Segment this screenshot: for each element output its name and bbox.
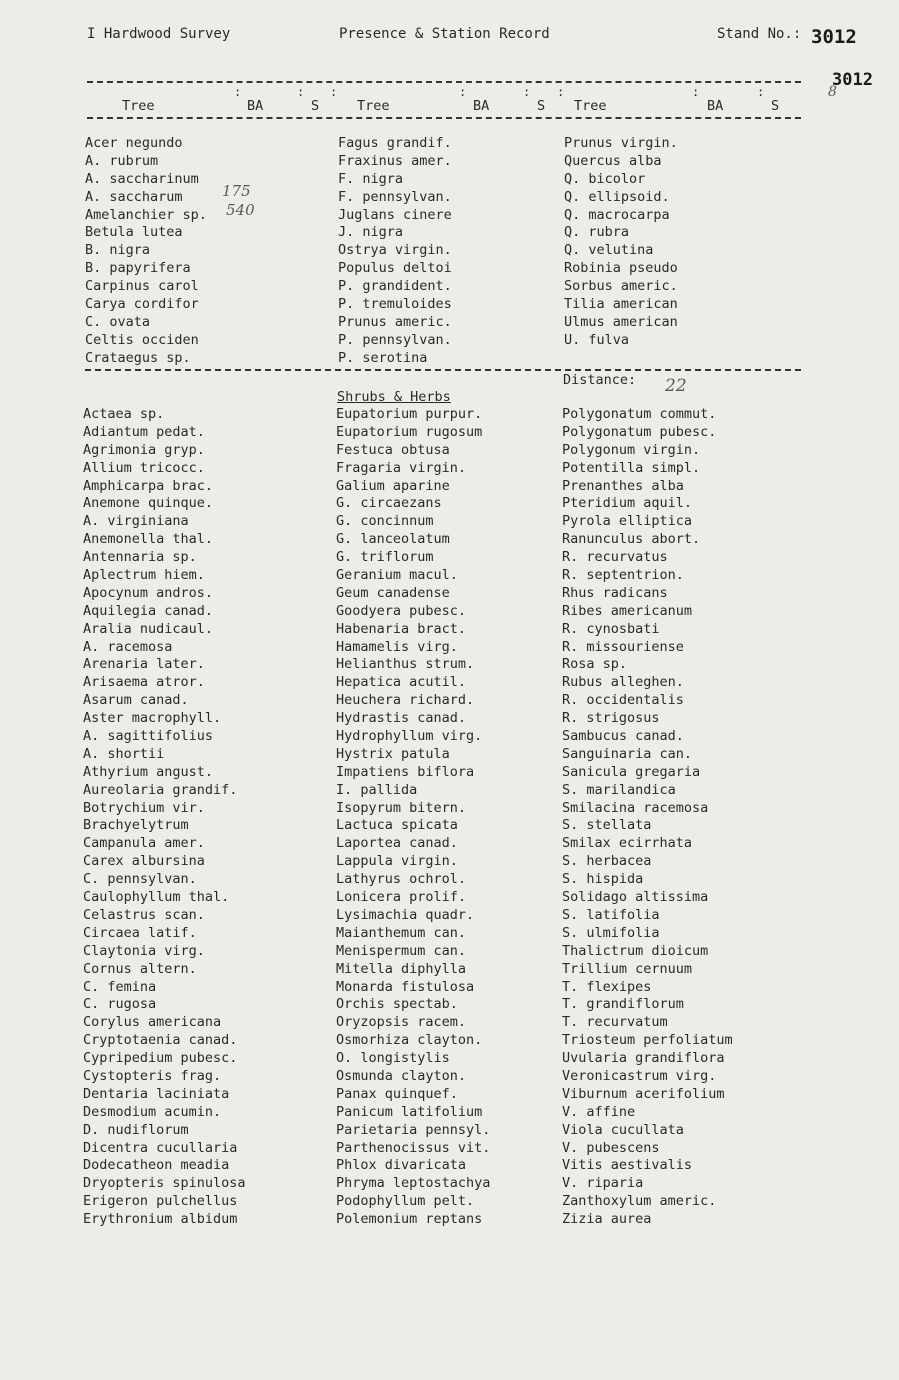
ba-header-3: BA: [707, 98, 724, 114]
herb-species: Fragaria virgin.: [336, 459, 467, 476]
herb-species: Sanguinaria can.: [562, 745, 693, 762]
tree-species: P. grandident.: [338, 278, 452, 295]
herb-species: Arisaema atror.: [83, 674, 205, 691]
herb-species: Polygonatum commut.: [562, 406, 717, 422]
herb-species: Anemone quinque.: [83, 495, 214, 512]
herb-species: S. hispida: [562, 871, 644, 888]
herb-species: Anemonella thal.: [83, 531, 214, 548]
herb-species: Corylus americana: [83, 1014, 222, 1031]
col-sep-colon: :: [330, 85, 338, 99]
tree-species: Quercus alba: [564, 152, 662, 169]
tree-section-rule: [85, 369, 801, 371]
herb-species: Parietaria pennsyl.: [336, 1121, 491, 1138]
herb-species: Polygonatum pubesc.: [562, 423, 717, 440]
margin-mark: 8: [828, 84, 837, 100]
herb-species: Eupatorium purpur.: [336, 406, 483, 422]
herb-species: Sambucus canad.: [562, 728, 684, 745]
herb-species: Hamamelis virg.: [336, 638, 458, 655]
herb-species: Agrimonia gryp.: [83, 441, 205, 458]
tree-species: F. nigra: [338, 170, 404, 187]
herb-species: Adiantum pedat.: [83, 423, 205, 440]
herb-species: V. riparia: [562, 1175, 644, 1192]
tree-list-2: [338, 135, 452, 368]
tree-species: Q. macrocarpa: [564, 206, 670, 223]
tree-species: Acer negundo: [85, 135, 183, 151]
herb-species: G. triflorum: [336, 549, 434, 566]
col-sep-colon: :: [523, 85, 531, 99]
herb-species: Viola cucullata: [562, 1121, 684, 1138]
herb-species: Hydrophyllum virg.: [336, 728, 483, 745]
herb-species: Heuchera richard.: [336, 692, 475, 709]
herb-species: Viburnum acerifolium: [562, 1085, 725, 1102]
shrubs-herbs-heading: Shrubs & Herbs: [337, 389, 451, 405]
herb-species: Phlox divaricata: [336, 1157, 467, 1174]
header-rule-bottom: [87, 117, 801, 119]
herb-species: Hystrix patula: [336, 745, 450, 762]
herb-species: Habenaria bract.: [336, 620, 467, 637]
herb-species: Geranium macul.: [336, 567, 458, 584]
col-sep-colon: :: [234, 85, 242, 99]
herb-species: O. longistylis: [336, 1050, 450, 1067]
herb-species: Podophyllum pelt.: [336, 1193, 475, 1210]
herb-species: Circaea latif.: [83, 924, 197, 941]
herb-species: S. ulmifolia: [562, 924, 660, 941]
herb-species: Uvularia grandiflora: [562, 1050, 725, 1067]
herb-species: C. rugosa: [83, 996, 157, 1013]
herb-species: Galium aparine: [336, 477, 450, 494]
herb-species: Carex albursina: [83, 853, 205, 870]
herb-species: Panicum latifolium: [336, 1103, 483, 1120]
herb-species: Aquilegia canad.: [83, 602, 214, 619]
herb-species: Cypripedium pubesc.: [83, 1050, 238, 1067]
tree-species: Carya cordifor: [85, 296, 199, 313]
herb-species: Cystopteris frag.: [83, 1067, 222, 1084]
herb-species: Smilacina racemosa: [562, 799, 709, 816]
tree-species: C. ovata: [85, 313, 151, 330]
s-header-2: S: [537, 98, 546, 114]
herb-species: Actaea sp.: [83, 406, 165, 422]
header-rule-top: [87, 81, 801, 83]
herb-species: Rubus alleghen.: [562, 674, 684, 691]
herb-species: Ribes americanum: [562, 602, 693, 619]
herb-species: Thalictrum dioicum: [562, 942, 709, 959]
herb-species: Orchis spectab.: [336, 996, 458, 1013]
tree-species: Q. ellipsoid.: [564, 188, 670, 205]
herb-species: Polemonium reptans: [336, 1211, 483, 1228]
herb-species: Mitella diphylla: [336, 960, 467, 977]
col-sep-colon: :: [297, 85, 305, 99]
herb-species: Panax quinquef.: [336, 1085, 458, 1102]
herb-species: Sanicula gregaria: [562, 763, 701, 780]
herb-list-1: [83, 406, 246, 1229]
herb-species: Geum canadense: [336, 584, 450, 601]
herb-species: Aster macrophyll.: [83, 710, 222, 727]
stand-number: 3012: [811, 26, 857, 48]
herb-species: Athyrium angust.: [83, 763, 214, 780]
herb-species: R. septentrion.: [562, 567, 684, 584]
herb-species: R. cynosbati: [562, 620, 660, 637]
herb-species: Smilax ecirrhata: [562, 835, 693, 852]
herb-species: Maianthemum can.: [336, 924, 467, 941]
herb-species: Zanthoxylum americ.: [562, 1193, 717, 1210]
tree-list-1: [85, 135, 207, 368]
herb-species: Campanula amer.: [83, 835, 205, 852]
tree-header-1: Tree: [122, 98, 155, 114]
tree-species: A. saccharum: [85, 188, 183, 205]
tree-species: A. rubrum: [85, 152, 159, 169]
record-title: Presence & Station Record: [339, 26, 550, 42]
tree-species: Betula lutea: [85, 224, 183, 241]
herb-list-2: [336, 406, 490, 1229]
herb-species: Arenaria later.: [83, 656, 205, 673]
herb-species: Caulophyllum thal.: [83, 889, 230, 906]
herb-species: Cryptotaenia canad.: [83, 1032, 238, 1049]
col-sep-colon: :: [459, 85, 467, 99]
herb-species: Festuca obtusa: [336, 441, 450, 458]
handwritten-ba-value: 175: [222, 182, 251, 200]
tree-species: Ulmus american: [564, 313, 678, 330]
herb-species: S. herbacea: [562, 853, 652, 870]
herb-species: Desmodium acumin.: [83, 1103, 222, 1120]
stand-number-margin: 3012: [832, 70, 873, 90]
tree-header-3: Tree: [574, 98, 607, 114]
herb-species: A. sagittifolius: [83, 728, 214, 745]
tree-header-2: Tree: [357, 98, 390, 114]
tree-list-3: [564, 135, 678, 350]
tree-species: P. pennsylvan.: [338, 331, 452, 348]
tree-species: Q. velutina: [564, 242, 654, 259]
col-sep-colon: :: [757, 85, 765, 99]
tree-species: Fraxinus amer.: [338, 152, 452, 169]
herb-species: Lysimachia quadr.: [336, 906, 475, 923]
herb-species: Monarda fistulosa: [336, 978, 475, 995]
tree-species: Celtis occiden: [85, 331, 199, 348]
tree-species: Q. bicolor: [564, 170, 646, 187]
herb-species: Claytonia virg.: [83, 942, 205, 959]
herb-species: T. grandiflorum: [562, 996, 684, 1013]
herb-species: Erythronium albidum: [83, 1211, 238, 1228]
herb-species: Pteridium aquil.: [562, 495, 693, 512]
herb-species: Brachyelytrum: [83, 817, 189, 834]
herb-species: Lappula virgin.: [336, 853, 458, 870]
herb-species: Vitis aestivalis: [562, 1157, 693, 1174]
herb-species: Polygonum virgin.: [562, 441, 701, 458]
col-sep-colon: :: [692, 85, 700, 99]
tree-species: Prunus virgin.: [564, 135, 678, 151]
tree-species: P. serotina: [338, 349, 428, 366]
herb-species: Dodecatheon meadia: [83, 1157, 230, 1174]
herb-species: T. flexipes: [562, 978, 652, 995]
tree-species: F. pennsylvan.: [338, 188, 452, 205]
herb-species: Menispermum can.: [336, 942, 467, 959]
herb-species: Lonicera prolif.: [336, 889, 467, 906]
herb-species: Dicentra cucullaria: [83, 1139, 238, 1156]
herb-species: G. circaezans: [336, 495, 442, 512]
herb-species: V. pubescens: [562, 1139, 660, 1156]
herb-species: T. recurvatum: [562, 1014, 668, 1031]
s-header-1: S: [311, 98, 320, 114]
herb-species: C. pennsylvan.: [83, 871, 197, 888]
herb-species: Antennaria sp.: [83, 549, 197, 566]
herb-species: Ranunculus abort.: [562, 531, 701, 548]
herb-species: Amphicarpa brac.: [83, 477, 214, 494]
herb-species: Lathyrus ochrol.: [336, 871, 467, 888]
herb-species: Parthenocissus vit.: [336, 1139, 491, 1156]
herb-species: Veronicastrum virg.: [562, 1067, 717, 1084]
herb-species: Rosa sp.: [562, 656, 628, 673]
herb-species: Goodyera pubesc.: [336, 602, 467, 619]
herb-species: A. virginiana: [83, 513, 189, 530]
herb-species: R. recurvatus: [562, 549, 668, 566]
herb-species: S. latifolia: [562, 906, 660, 923]
tree-species: Populus deltoi: [338, 260, 452, 277]
tree-species: Crataegus sp.: [85, 349, 191, 366]
herb-species: S. marilandica: [562, 781, 676, 798]
herb-species: D. nudiflorum: [83, 1121, 189, 1138]
tree-species: Q. rubra: [564, 224, 630, 241]
tree-species: P. tremuloides: [338, 296, 452, 313]
distance-value: 22: [665, 376, 687, 396]
herb-species: Erigeron pulchellus: [83, 1193, 238, 1210]
herb-species: Asarum canad.: [83, 692, 189, 709]
handwritten-ba-value-2: 540: [226, 201, 255, 219]
herb-species: Botrychium vir.: [83, 799, 205, 816]
herb-species: Dentaria laciniata: [83, 1085, 230, 1102]
herb-species: Potentilla simpl.: [562, 459, 701, 476]
herb-species: Hydrastis canad.: [336, 710, 467, 727]
herb-species: Dryopteris spinulosa: [83, 1175, 246, 1192]
herb-species: V. affine: [562, 1103, 636, 1120]
herb-species: Apocynum andros.: [83, 584, 214, 601]
tree-species: Juglans cinere: [338, 206, 452, 223]
herb-species: I. pallida: [336, 781, 418, 798]
herb-species: Laportea canad.: [336, 835, 458, 852]
stand-label: Stand No.:: [717, 26, 802, 42]
tree-species: Prunus americ.: [338, 313, 452, 330]
survey-title: I Hardwood Survey: [87, 26, 231, 42]
tree-species: Sorbus americ.: [564, 278, 678, 295]
herb-species: Triosteum perfoliatum: [562, 1032, 733, 1049]
tree-species: A. saccharinum: [85, 170, 199, 187]
herb-species: A. racemosa: [83, 638, 173, 655]
herb-species: Osmunda clayton.: [336, 1067, 467, 1084]
herb-species: Aralia nudicaul.: [83, 620, 214, 637]
herb-species: S. stellata: [562, 817, 652, 834]
herb-species: Phryma leptostachya: [336, 1175, 491, 1192]
herb-species: Pyrola elliptica: [562, 513, 693, 530]
tree-species: J. nigra: [338, 224, 404, 241]
herb-species: Impatiens biflora: [336, 763, 475, 780]
herb-species: A. shortii: [83, 745, 165, 762]
herb-species: Allium tricocc.: [83, 459, 205, 476]
herb-species: Zizia aurea: [562, 1211, 652, 1228]
herb-species: R. missouriense: [562, 638, 684, 655]
herb-species: Prenanthes alba: [562, 477, 684, 494]
tree-species: Robinia pseudo: [564, 260, 678, 277]
herb-species: Hepatica acutil.: [336, 674, 467, 691]
tree-species: Amelanchier sp.: [85, 206, 207, 223]
distance-label: Distance:: [563, 372, 637, 388]
herb-species: Helianthus strum.: [336, 656, 475, 673]
herb-list-3: [562, 406, 733, 1229]
herb-species: Oryzopsis racem.: [336, 1014, 467, 1031]
herb-species: C. femina: [83, 978, 157, 995]
tree-species: Carpinus carol: [85, 278, 199, 295]
herb-species: Aureolaria grandif.: [83, 781, 238, 798]
herb-species: Lactuca spicata: [336, 817, 458, 834]
tree-species: U. fulva: [564, 331, 630, 348]
herb-species: G. lanceolatum: [336, 531, 450, 548]
herb-species: G. concinnum: [336, 513, 434, 530]
herb-species: Osmorhiza clayton.: [336, 1032, 483, 1049]
herb-species: R. strigosus: [562, 710, 660, 727]
tree-species: B. nigra: [85, 242, 151, 259]
herb-species: Celastrus scan.: [83, 906, 205, 923]
herb-species: Eupatorium rugosum: [336, 423, 483, 440]
herb-species: Aplectrum hiem.: [83, 567, 205, 584]
herb-species: Isopyrum bitern.: [336, 799, 467, 816]
tree-species: Tilia american: [564, 296, 678, 313]
col-sep-colon: :: [557, 85, 565, 99]
tree-species: Ostrya virgin.: [338, 242, 452, 259]
herb-species: Solidago altissima: [562, 889, 709, 906]
herb-species: Rhus radicans: [562, 584, 668, 601]
ba-header-2: BA: [473, 98, 490, 114]
tree-species: Fagus grandif.: [338, 135, 452, 151]
herb-species: Trillium cernuum: [562, 960, 693, 977]
tree-species: B. papyrifera: [85, 260, 191, 277]
ba-header-1: BA: [247, 98, 264, 114]
herb-species: Cornus altern.: [83, 960, 197, 977]
s-header-3: S: [771, 98, 780, 114]
herb-species: R. occidentalis: [562, 692, 684, 709]
